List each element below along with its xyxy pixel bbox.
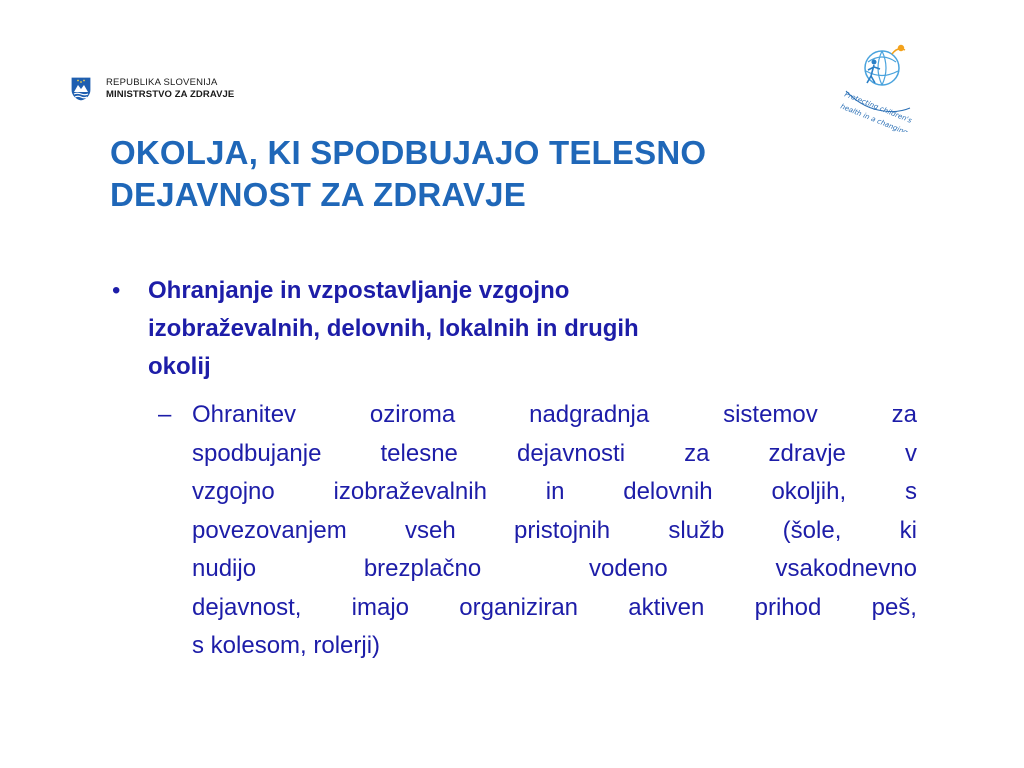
- title-line2: DEJAVNOST ZA ZDRAVJE: [110, 176, 526, 213]
- bullet-marker: •: [112, 277, 121, 304]
- word: brezplačno: [363, 555, 482, 582]
- word: dejavnosti: [516, 439, 626, 467]
- word: in: [545, 478, 565, 505]
- word: za: [684, 439, 710, 467]
- justified-line-words: [192, 512, 917, 551]
- word: delovnih: [623, 478, 713, 505]
- word: zdravje: [768, 439, 846, 467]
- ministry-line2: MINISTRSTVO ZA ZDRAVJE: [106, 89, 235, 100]
- word: organiziran: [459, 593, 579, 621]
- word: pristojnih: [514, 516, 611, 544]
- ministry-line1: REPUBLIKA SLOVENIJA: [106, 77, 218, 88]
- sub-bullet-text-line: [192, 589, 917, 628]
- word: povezovanjem: [192, 516, 347, 544]
- word: služb: [668, 516, 725, 544]
- justified-line-words: [192, 435, 917, 474]
- sub-bullet-text-line: [192, 550, 917, 589]
- word: imajo: [351, 593, 410, 621]
- svg-text:Protecting children's: Protecting children's: [843, 90, 913, 125]
- sub-bullet-text-line: [192, 473, 917, 512]
- word: Ohranitev: [192, 401, 297, 428]
- word: ki: [899, 516, 917, 544]
- word: za: [891, 401, 917, 428]
- word: nudijo: [192, 555, 257, 582]
- bullet-list: [112, 272, 917, 666]
- word: vzgojno: [192, 478, 275, 505]
- sub-bullet-marker: –: [158, 401, 172, 428]
- bullet-text-line: izobraževalnih, delovnih, lokalnih in drugih: [148, 315, 639, 342]
- word: sistemov: [723, 401, 818, 428]
- word: (šole,: [782, 516, 842, 544]
- sub-bullet-text-line: [192, 396, 917, 435]
- ministry-logo: [70, 76, 234, 102]
- word: dejavnost,: [192, 593, 302, 621]
- sub-bullet-text-line: [192, 512, 917, 551]
- word: prihod: [754, 593, 822, 621]
- protecting-childrens-health-logo-icon: [830, 36, 926, 132]
- word: telesne: [380, 439, 458, 467]
- word: vodeno: [589, 555, 668, 582]
- justified-line-words: [192, 589, 917, 628]
- word: spodbujanje: [192, 439, 322, 467]
- sub-bullet-text-line: s kolesom, rolerji): [192, 632, 381, 659]
- bullet-item: [112, 272, 917, 386]
- bullet-text-line: Ohranjanje in vzpostavljanje vzgojno: [148, 277, 570, 304]
- word: oziroma: [369, 401, 456, 428]
- word: peš,: [871, 593, 917, 621]
- word: vseh: [405, 516, 456, 544]
- bullet-text-line: okolij: [148, 353, 211, 380]
- justified-line-words: [192, 473, 917, 512]
- sub-bullet-item: [158, 396, 917, 666]
- word: v: [904, 439, 917, 467]
- word: izobraževalnih: [333, 478, 487, 505]
- word: nadgradnja: [529, 401, 650, 428]
- title-line1: OKOLJA, KI SPODBUJAJO TELESNO: [110, 134, 707, 171]
- word: okoljih,: [771, 478, 847, 505]
- word: aktiven: [628, 593, 705, 621]
- justified-line-words: [192, 550, 917, 589]
- sub-bullet-text-line: [192, 435, 917, 474]
- justified-line-words: [192, 396, 917, 435]
- ministry-name: [106, 77, 234, 101]
- slovenia-coat-of-arms-icon: [70, 76, 92, 102]
- page-title: [110, 132, 870, 216]
- word: s: [904, 478, 917, 505]
- word: vsakodnevno: [775, 555, 917, 582]
